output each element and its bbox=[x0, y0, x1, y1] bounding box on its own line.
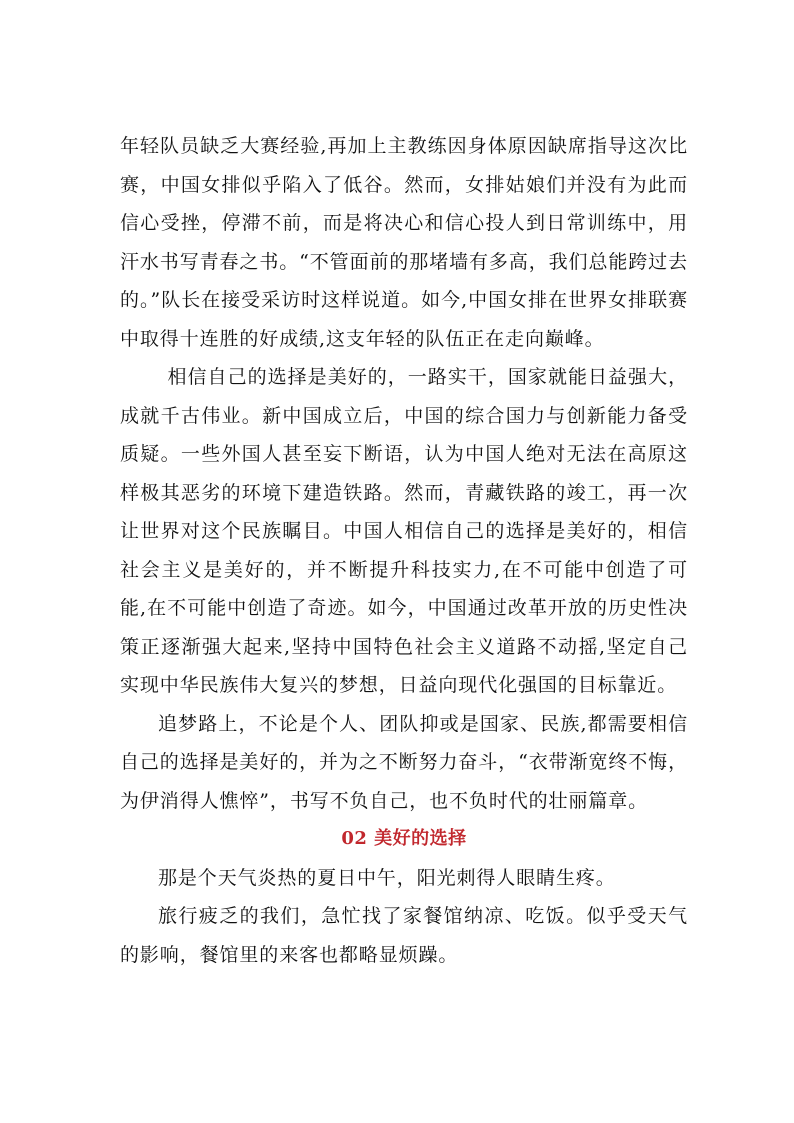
paragraph-volleyball: 年轻队员缺乏大赛经验,再加上主教练因身体原因缺席指导这次比赛，中国女排似乎陷入了低谷。然而，女排姑娘们并没有为此而信心受挫，停滞不前，而是将决心和信心投人到日常训练中，用汗水书写青春之书。“不管面前的那堵墙有多高，我们总能跨过去的。”队长在接受采访时这样说道。如今,中国女排在世界女排联赛中取得十连胜的好成绩,这支年轻的队伍正在走向巅峰。 bbox=[120, 135, 688, 350]
paragraph-nation: 相信自己的选择是美好的，一路实干，国家就能日益强大，成就千古伟业。新中国成立后，中国的综合国力与创新能力备受质疑。一些外国人甚至妄下断语，认为中国人绝对无法在高原这样极其恶劣的环境下建造铁路。然而，青藏铁路的竣工，再一次让世界对这个民族瞩目。中国人相信自己的选择是美好的，相信社会主义是美好的，并不断提升科技实力,在不可能中创造了可能,在不可能中创造了奇迹。如今，中国通过改革开放的历史性决策正逐渐强大起来,坚持中国特色社会主义道路不动摇,坚定自己实现中华民族伟大复兴的梦想，日益向现代化强国的目标靠近。 bbox=[120, 366, 688, 696]
section-heading: 02 美好的选择 bbox=[341, 828, 467, 849]
document-body bbox=[120, 127, 688, 974]
paragraph-dream-road: 追梦路上，不论是个人、团队抑或是国家、民族,都需要相信自己的选择是美好的，并为之不断努力奋斗，“衣带渐宽终不悔，为伊消得人憔悴”，书写不负自己，也不负时代的壮丽篇章。 bbox=[120, 712, 688, 812]
paragraph-summer-noon: 那是个天气炎热的夏日中午，阳光刺得人眼睛生疼。 bbox=[158, 866, 616, 889]
paragraph-restaurant: 旅行疲乏的我们，急忙找了家餐馆纳凉、吃饭。似乎受天气的影响，餐馆里的来客也都略显烦躁。 bbox=[120, 905, 688, 966]
